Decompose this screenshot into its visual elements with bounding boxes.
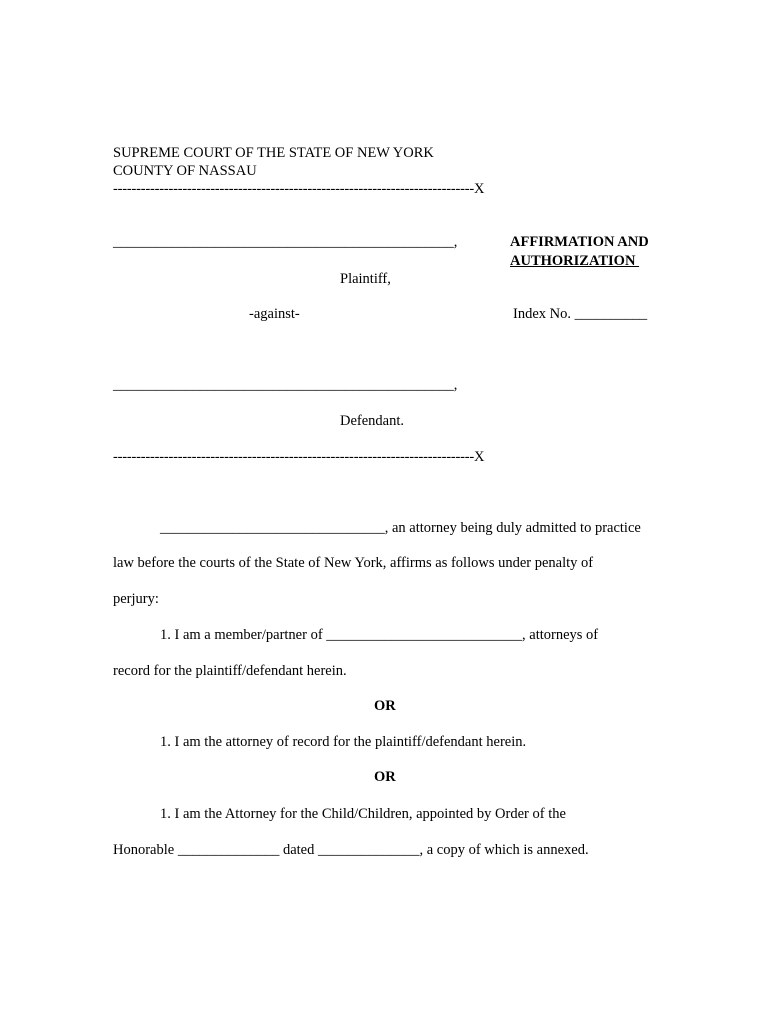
index-number: Index No. __________ [513,306,648,322]
caption-separator-top: ------------------------------------------------------------------------------X [113,181,485,197]
plaintiff-name-blank: _______________________________________________, [113,234,458,250]
intro-paragraph-line2: law before the courts of the State of New York, affirms as follows under penalty of [113,555,594,571]
document-title-line1: AFFIRMATION AND [510,234,649,250]
against-label: -against- [249,306,300,322]
court-name: SUPREME COURT OF THE STATE OF NEW YORK [113,145,434,161]
county-name: COUNTY OF NASSAU [113,163,257,179]
plaintiff-label: Plaintiff, [340,271,391,287]
caption-separator-bottom: ------------------------------------------------------------------------------X [113,449,485,465]
option2-line1: 1. I am the attorney of record for the plaintiff/defendant herein. [160,734,527,750]
intro-paragraph-line3: perjury: [113,591,159,607]
intro-paragraph-line1: _______________________________, an attorney being duly admitted to practice [160,520,641,536]
option1-line1: 1. I am a member/partner of ___________________________, attorneys of [160,627,599,643]
option1-line2: record for the plaintiff/defendant herein. [113,663,347,679]
option3-line1: 1. I am the Attorney for the Child/Children, appointed by Order of the [160,806,566,822]
or-separator-1: OR [374,698,396,714]
option3-line2: Honorable ______________ dated ______________, a copy of which is annexed. [113,842,589,858]
defendant-label: Defendant. [340,413,405,429]
defendant-name-blank: _______________________________________________, [113,377,458,393]
or-separator-2: OR [374,769,396,785]
document-title-line2: AUTHORIZATION [510,253,640,269]
